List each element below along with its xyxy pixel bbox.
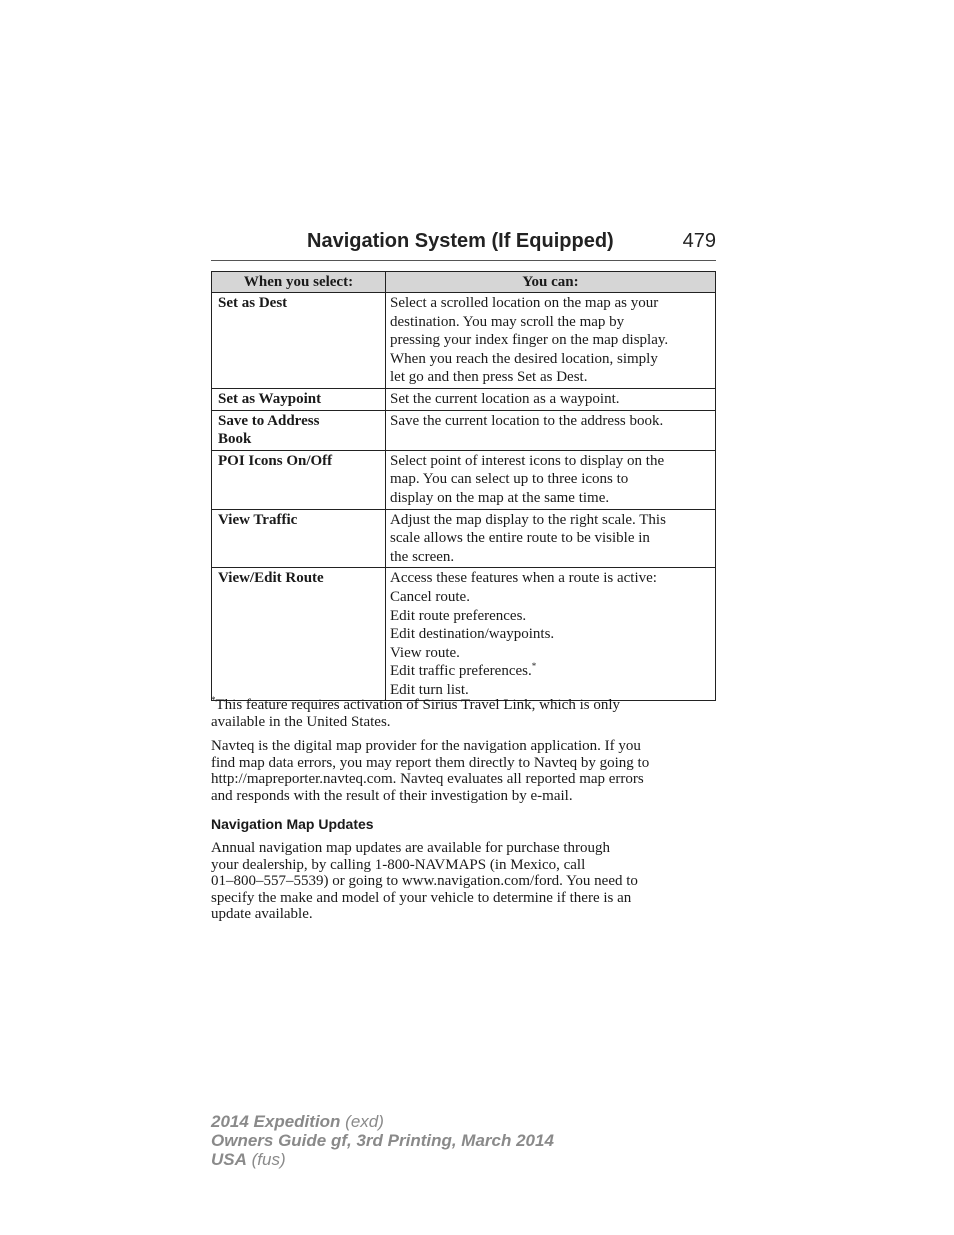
action-cell [386, 388, 716, 410]
footer-market-code: (fus) [246, 1150, 286, 1169]
column-header-select: When you select: [212, 272, 386, 293]
action-cell [386, 568, 716, 701]
table-row [212, 388, 716, 410]
table-row [212, 293, 716, 389]
action-text: Set the current location as a waypoint. [390, 390, 620, 407]
page-header [211, 228, 716, 261]
footnote-mark: * [531, 661, 537, 672]
table-row [212, 410, 716, 450]
footer-line-model [211, 1112, 554, 1131]
select-text: Book [218, 431, 252, 448]
action-text: scale allows the entire route to be visible in [390, 530, 650, 547]
action-cell [386, 293, 716, 389]
action-cell [386, 410, 716, 450]
paragraph-line: http://mapreporter.navteq.com. Navteq evaluates all reported map errors [211, 771, 644, 787]
select-cell [212, 388, 386, 410]
page-number: 479 [682, 230, 716, 252]
select-text: Set as Dest [218, 295, 288, 311]
footnote-mark: * [211, 695, 216, 705]
action-text: When you reach the desired location, simply [390, 350, 658, 367]
navteq-paragraph [211, 738, 717, 804]
action-text: Save the current location to the address book. [390, 412, 664, 429]
paragraph-line: your dealership, by calling 1-800-NAVMAPS (in Mexico, call [211, 856, 586, 873]
footer-market: USA [211, 1150, 247, 1169]
paragraph-line: Navteq is the digital map provider for the navigation application. If you [211, 738, 641, 754]
action-text: pressing your index finger on the map display. [390, 332, 669, 349]
map-updates-paragraph [211, 840, 717, 923]
column-header-action: You can: [386, 272, 716, 293]
action-text: Edit destination/waypoints. [390, 626, 555, 643]
table-row [212, 568, 716, 701]
paragraph-line: update available. [211, 906, 313, 922]
feature-table [211, 271, 716, 701]
select-cell [212, 410, 386, 450]
select-cell [212, 509, 386, 568]
action-text: Access these features when a route is active: [390, 570, 657, 587]
section-heading: Navigation Map Updates [211, 816, 374, 832]
table-row [212, 509, 716, 568]
page-title: Navigation System (If Equipped) [307, 230, 614, 252]
footnote [211, 697, 717, 730]
action-text: map. You can select up to three icons to [390, 471, 629, 488]
action-text: Edit route preferences. [390, 607, 527, 624]
action-text: Edit traffic preferences. [390, 663, 532, 680]
footer-line-guide [211, 1131, 554, 1150]
select-text: Save to Address [218, 412, 320, 429]
footnote-line [211, 697, 717, 714]
paragraph-line: and responds with the result of their investigation by e-mail. [211, 787, 573, 804]
action-text: destination. You may scroll the map by [390, 313, 625, 330]
select-text: View/Edit Route [218, 570, 324, 587]
action-text: Adjust the map display to the right scale. This [390, 511, 666, 528]
action-text: the screen. [390, 548, 455, 565]
select-cell [212, 293, 386, 389]
select-cell [212, 568, 386, 701]
paragraph-line: specify the make and model of your vehicle to determine if there is an [211, 889, 632, 906]
footer-guide: Owners Guide gf, 3rd Printing, March 2014 [211, 1131, 554, 1150]
footer-model: 2014 Expedition [211, 1112, 341, 1131]
action-cell [386, 450, 716, 509]
page-footer [211, 1112, 554, 1169]
action-text: Cancel route. [390, 588, 470, 605]
action-text: Select point of interest icons to display on the [390, 452, 665, 469]
select-cell [212, 450, 386, 509]
action-text-with-footnote [390, 662, 710, 681]
paragraph-line: Annual navigation map updates are available for purchase through [211, 840, 611, 856]
action-text: let go and then press Set as Dest. [390, 369, 588, 386]
select-text: POI Icons On/Off [218, 452, 333, 469]
action-text: display on the map at the same time. [390, 489, 610, 506]
paragraph-line: 01–800–557–5539) or going to www.navigation.com/ford. You need to [211, 873, 638, 889]
action-cell [386, 509, 716, 568]
paragraph-line: find map data errors, you may report them directly to Navteq by going to [211, 754, 650, 771]
action-text: Edit turn list. [390, 681, 469, 698]
action-text: Select a scrolled location on the map as your [390, 295, 659, 311]
table-row [212, 450, 716, 509]
footnote-text: This feature requires activation of Sirius Travel Link, which is only [215, 697, 621, 713]
select-text: Set as Waypoint [218, 390, 322, 407]
footer-line-market [211, 1150, 554, 1169]
action-text: View route. [390, 644, 460, 661]
table-header-row [212, 272, 716, 293]
footer-model-code: (exd) [340, 1112, 384, 1131]
footnote-text: available in the United States. [211, 713, 391, 730]
select-text: View Traffic [218, 511, 298, 528]
